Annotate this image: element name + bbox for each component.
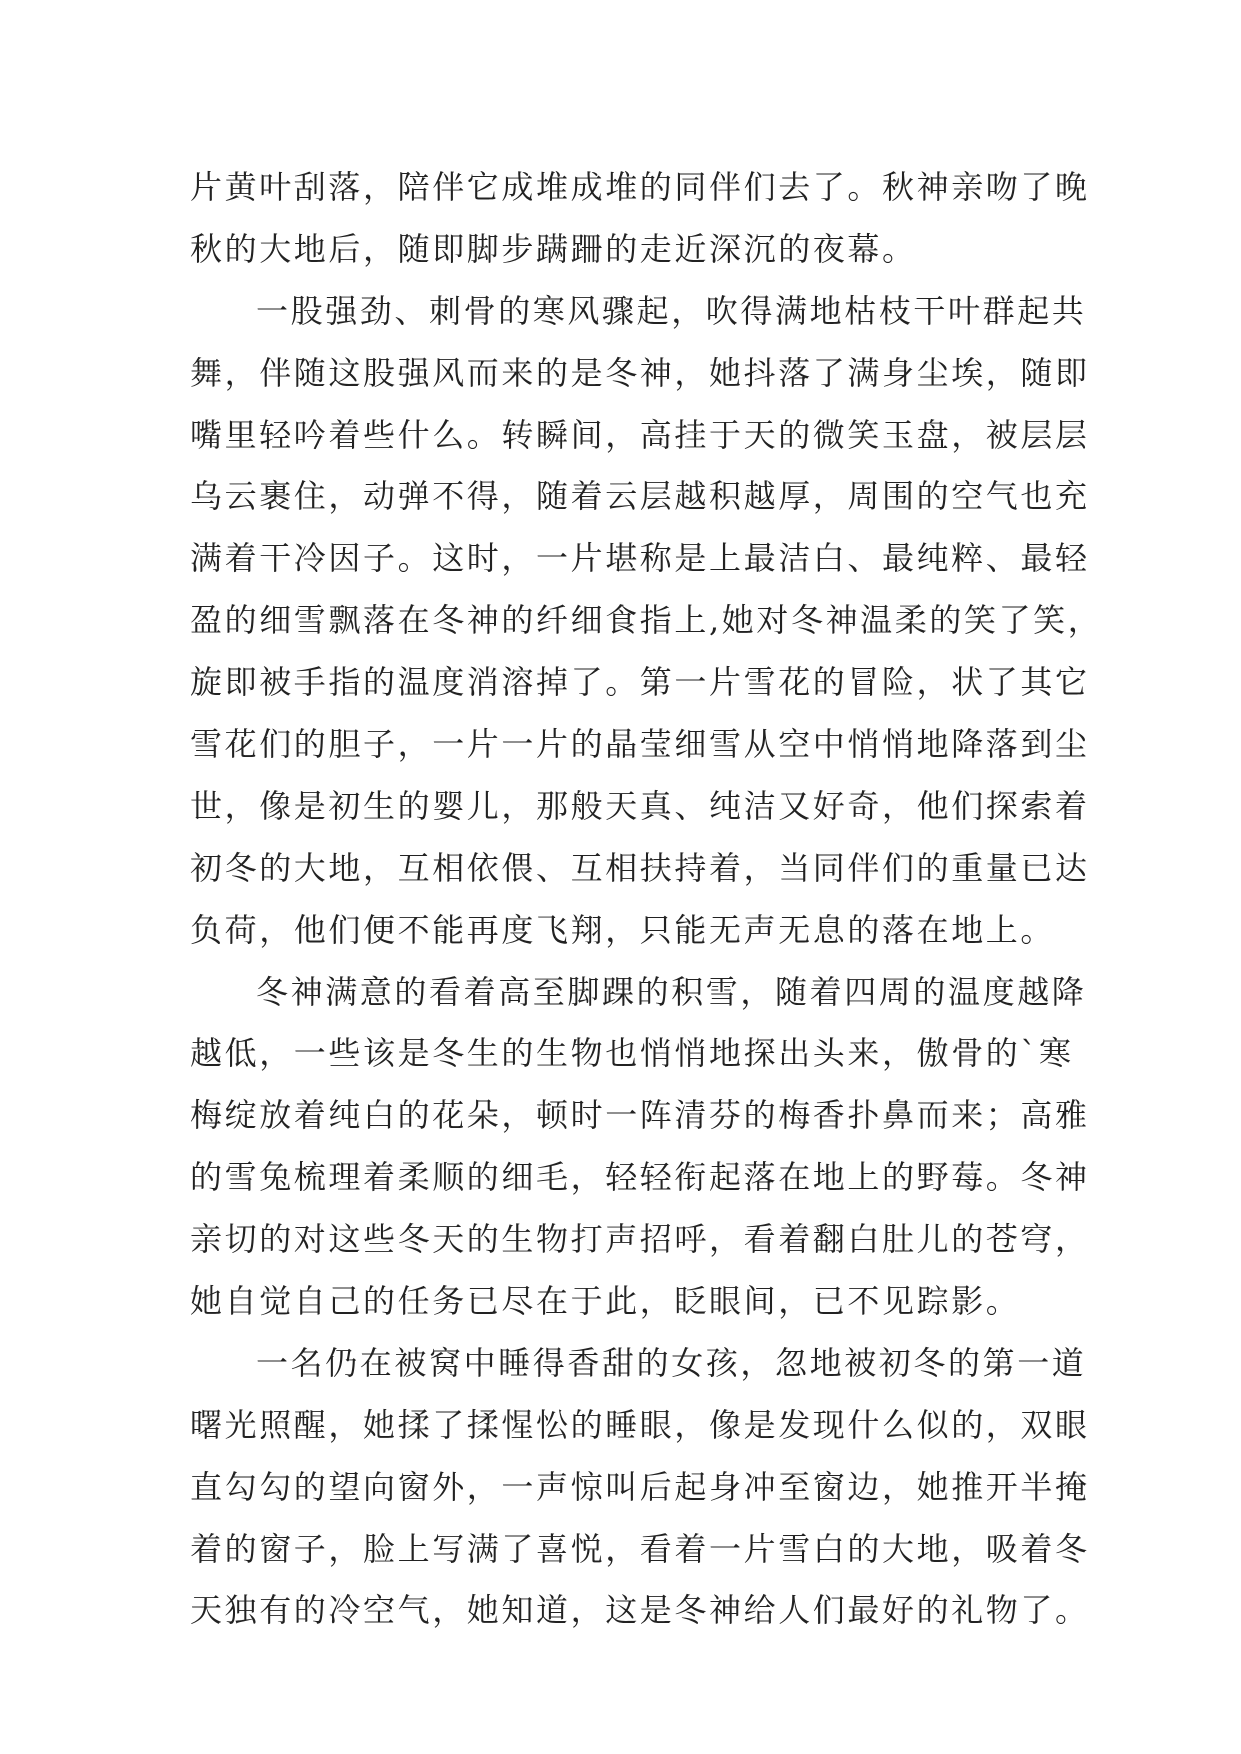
text-line: 初冬的大地，互相依偎、互相扶持着，当同伴们的重量已达 xyxy=(190,848,1090,887)
text-line: 旋即被手指的温度消溶掉了。第一片雪花的冒险，状了其它 xyxy=(190,663,1090,702)
text-line: 冬神满意的看着高至脚踝的积雪，随着四周的温度越降 xyxy=(256,972,1087,1011)
text-line: 曙光照醒，她揉了揉惺忪的睡眼，像是发现什么似的，双眼 xyxy=(190,1405,1090,1444)
text-line: 乌云裹住，动弹不得，随着云层越积越厚，周围的空气也充 xyxy=(190,477,1090,516)
body-text xyxy=(190,157,1103,1642)
text-line: 秋的大地后，随即脚步蹒跚的走近深沉的夜幕。 xyxy=(190,229,917,268)
text-line: 天独有的冷空气，她知道，这是冬神给人们最好的礼物了。 xyxy=(190,1591,1090,1630)
text-line: 一股强劲、刺骨的寒风骤起，吹得满地枯枝干叶群起共 xyxy=(256,291,1087,330)
text-line: 的雪兔梳理着柔顺的细毛，轻轻衔起落在地上的野莓。冬神 xyxy=(190,1158,1090,1197)
text-line: 着的窗子，脸上写满了喜悦，看着一片雪白的大地，吸着冬 xyxy=(190,1529,1090,1568)
text-line: 片黄叶刮落，陪伴它成堆成堆的同伴们去了。秋神亲吻了晚 xyxy=(190,168,1090,206)
text-line: 雪花们的胆子，一片一片的晶莹细雪从空中悄悄地降落到尘 xyxy=(190,725,1090,764)
text-line: 越低，一些该是冬生的生物也悄悄地探出头来，傲骨的`寒 xyxy=(190,1034,1074,1073)
text-line: 盈的细雪飘落在冬神的纤细食指上,她对冬神温柔的笑了笑， xyxy=(190,601,1103,640)
text-line: 嘴里轻吟着些什么。转瞬间，高挂于天的微笑玉盘，被层层 xyxy=(190,415,1090,454)
text-line: 满着干冷因子。这时，一片堪称是上最洁白、最纯粹、最轻 xyxy=(190,539,1090,578)
text-line: 舞，伴随这股强风而来的是冬神，她抖落了满身尘埃，随即 xyxy=(190,353,1090,392)
text-line: 一名仍在被窝中睡得香甜的女孩，忽地被初冬的第一道 xyxy=(256,1343,1087,1382)
text-line: 负荷，他们便不能再度飞翔，只能无声无息的落在地上。 xyxy=(190,910,1056,949)
text-line: 梅绽放着纯白的花朵，顿时一阵清芬的梅香扑鼻而来；高雅 xyxy=(190,1096,1090,1135)
text-line: 亲切的对这些冬天的生物打声招呼，看着翻白肚儿的苍穹， xyxy=(190,1220,1090,1259)
text-line: 直勾勾的望向窗外，一声惊叫后起身冲至窗边，她推开半掩 xyxy=(190,1467,1090,1506)
text-line: 世，像是初生的婴儿，那般天真、纯洁又好奇，他们探索着 xyxy=(190,786,1090,825)
text-line: 她自觉自己的任务已尽在于此，眨眼间，已不见踪影。 xyxy=(190,1282,1021,1321)
